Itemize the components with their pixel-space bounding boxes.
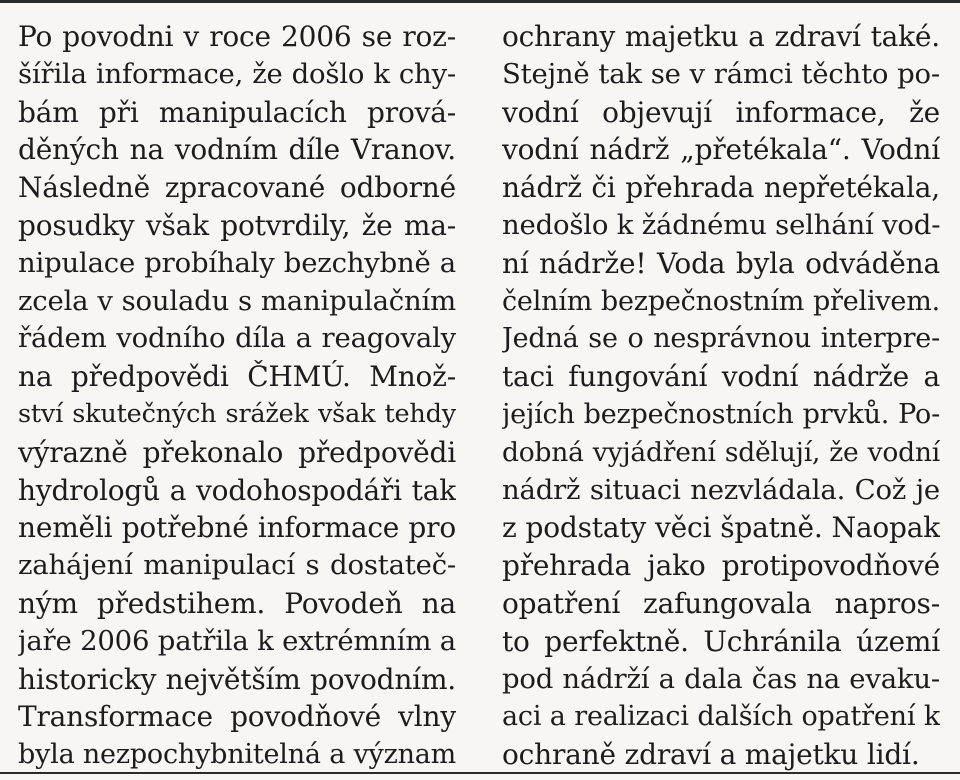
text-line: taci fungování vodní nádrže a xyxy=(502,360,940,394)
text-line: bám při manipulacích prová- xyxy=(18,95,456,129)
text-line: historicky největším povodním. xyxy=(18,662,456,696)
text-line: Transformace povodňové vlny xyxy=(18,700,456,734)
bottom-rule xyxy=(0,772,960,774)
text-line: na předpovědi ČHMÚ. Množ- xyxy=(18,360,456,394)
text-line: zahájení manipulací s dostateč- xyxy=(18,549,456,582)
text-line: vodní objevují informace, že xyxy=(502,95,940,129)
text-line: to perfektně. Uchránila území xyxy=(502,624,940,658)
text-line: ochrany majetku a zdraví také. xyxy=(502,20,940,53)
text-line: Následně zpracované odborné xyxy=(18,171,456,205)
text-line: ným předstihem. Povodeň na xyxy=(18,586,456,620)
text-line: zcela v souladu s manipulačním xyxy=(18,284,456,317)
left-text-column xyxy=(18,18,456,774)
text-line: byla nezpochybnitelná a význam xyxy=(18,739,456,771)
text-line: vodní nádrž „přetékala“. Vodní xyxy=(502,133,940,167)
text-line: neměli potřebné informace pro xyxy=(18,511,456,545)
text-line: opatření zafungovala napros- xyxy=(502,586,940,620)
text-line: řádem vodního díla a reagovaly xyxy=(18,322,456,355)
text-line: Po povodni v roce 2006 se roz- xyxy=(18,20,456,53)
text-line: nipulace probíhaly bezchybně a xyxy=(18,246,456,279)
text-line: čelním bezpečnostním přelivem. xyxy=(502,285,940,317)
text-line: z podstaty věci špatně. Naopak xyxy=(502,511,940,545)
text-line: aci a realizaci dalších opatření k xyxy=(502,701,940,733)
text-line: Stejně tak se v rámci těchto po- xyxy=(502,57,940,90)
text-line: ochraně zdraví a majetku lidí. xyxy=(502,738,920,772)
text-line: ství skutečných srážek však tehdy xyxy=(18,398,456,429)
text-line: nedošlo k žádnému selhání vod- xyxy=(502,208,940,241)
text-line: pod nádrží a dala čas na evaku- xyxy=(502,662,940,695)
text-line: hydrologů a vodohospodáři tak xyxy=(18,473,456,507)
text-line: jaře 2006 patřila k extrémním a xyxy=(18,624,456,657)
text-line: nádrž situaci nezvládala. Což je xyxy=(502,473,940,506)
text-line: přehrada jako protipovodňové xyxy=(502,549,940,583)
text-line: jejích bezpečnostních prvků. Po- xyxy=(502,398,940,430)
text-line: šířila informace, že došlo k chy- xyxy=(18,57,456,90)
text-line: výrazně překonalo předpovědi xyxy=(18,435,456,469)
text-line: ní nádrže! Voda byla odváděna xyxy=(502,246,940,280)
right-text-column xyxy=(502,18,940,774)
text-line: dobná vyjádření sdělují, že vodní xyxy=(502,436,940,468)
text-line: děných na vodním díle Vranov. xyxy=(18,133,456,167)
text-line: nádrž či přehrada nepřetékala, xyxy=(502,171,940,205)
text-line: Jedná se o nesprávnou interpre- xyxy=(502,323,940,355)
top-rule xyxy=(0,0,960,3)
text-line: posudky však potvrdily, že ma- xyxy=(18,208,456,242)
